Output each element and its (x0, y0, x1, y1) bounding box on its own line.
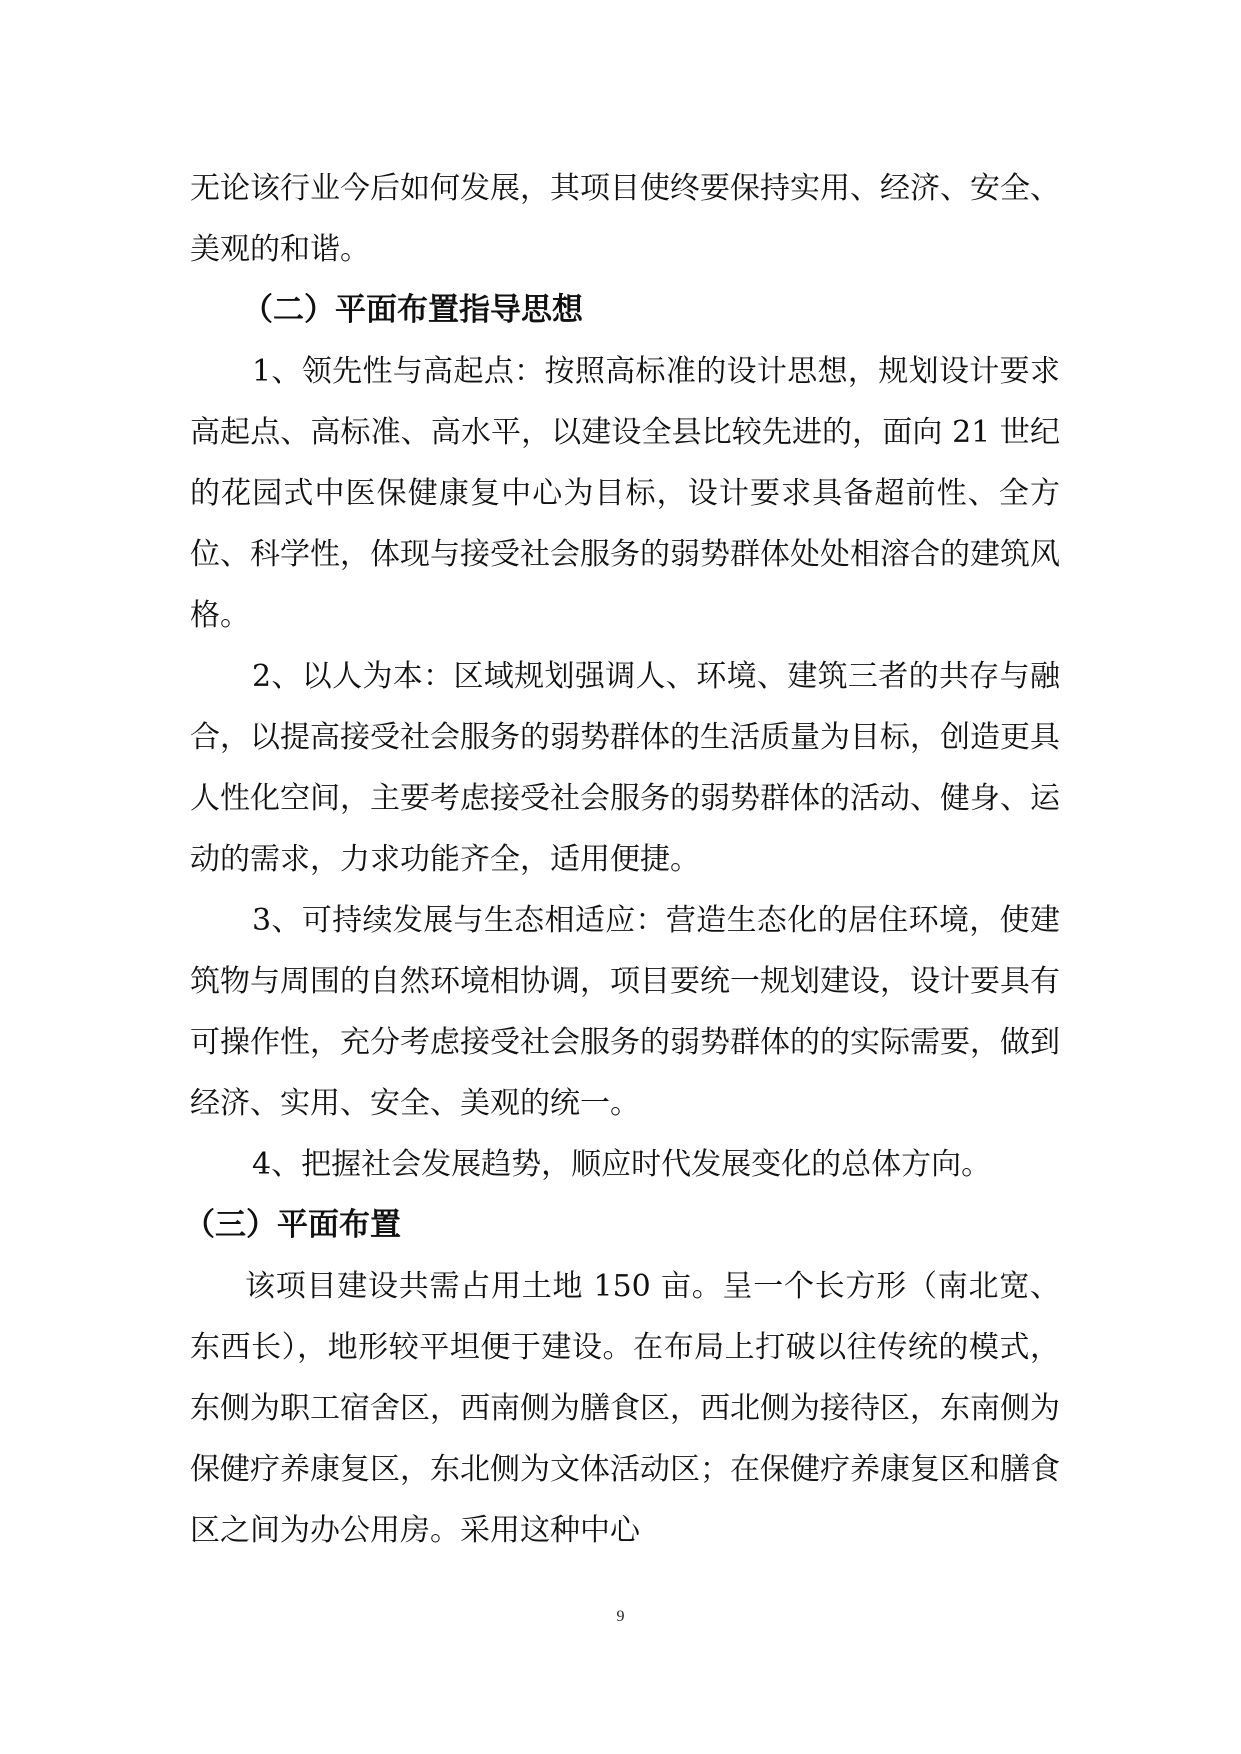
section-heading-3: （三）平面布置 (184, 1207, 401, 1243)
guideline-item-4: 4、把握社会发展趋势，顺应时代发展变化的总体方向。 (252, 1147, 992, 1182)
intro-paragraph: 无论该行业今后如何发展，其项目使终要保持实用、经济、安全、美观的和谐。 (190, 171, 1060, 267)
page-content (184, 158, 1060, 1561)
section-heading-2: （二）平面布置指导思想 (242, 292, 583, 328)
guideline-item-2: 2、以人为本：区域规划强调人、环境、建筑三者的共存与融合，以提高接受社会服务的弱势群体的生活质量为目标，创造更具人性化空间，主要考虑接受社会服务的弱势群体的活动、健身、运动的需求，力求功能齐全，适用便捷。 (190, 659, 1060, 877)
guideline-item-1: 1、领先性与高起点：按照高标准的设计思想，规划设计要求高起点、高标准、高水平，以建设全县比较先进的，面向 21 世纪的花园式中医保健康复中心为目标，设计要求具备超前性、全方位、科学性，体现与接受社会服务的弱势群体处处相溶合的建筑风格。 (190, 354, 1060, 633)
page-number: 9 (616, 1608, 625, 1625)
guideline-item-3: 3、可持续发展与生态相适应：营造生态化的居住环境，使建筑物与周围的自然环境相协调，项目要统一规划建设，设计要具有可操作性，充分考虑接受社会服务的弱势群体的的实际需要，做到经济、实用、安全、美观的统一。 (190, 903, 1060, 1121)
layout-paragraph: 该项目建设共需占用土地 150 亩。呈一个长方形（南北宽、东西长），地形较平坦便于建设。在布局上打破以往传统的模式，东侧为职工宿舍区，西南侧为膳食区，西北侧为接待区，东南侧为保健疗养康复区，东北侧为文体活动区；在保健疗养康复区和膳食区之间为办公用房。采用这种中心 (190, 1269, 1060, 1548)
